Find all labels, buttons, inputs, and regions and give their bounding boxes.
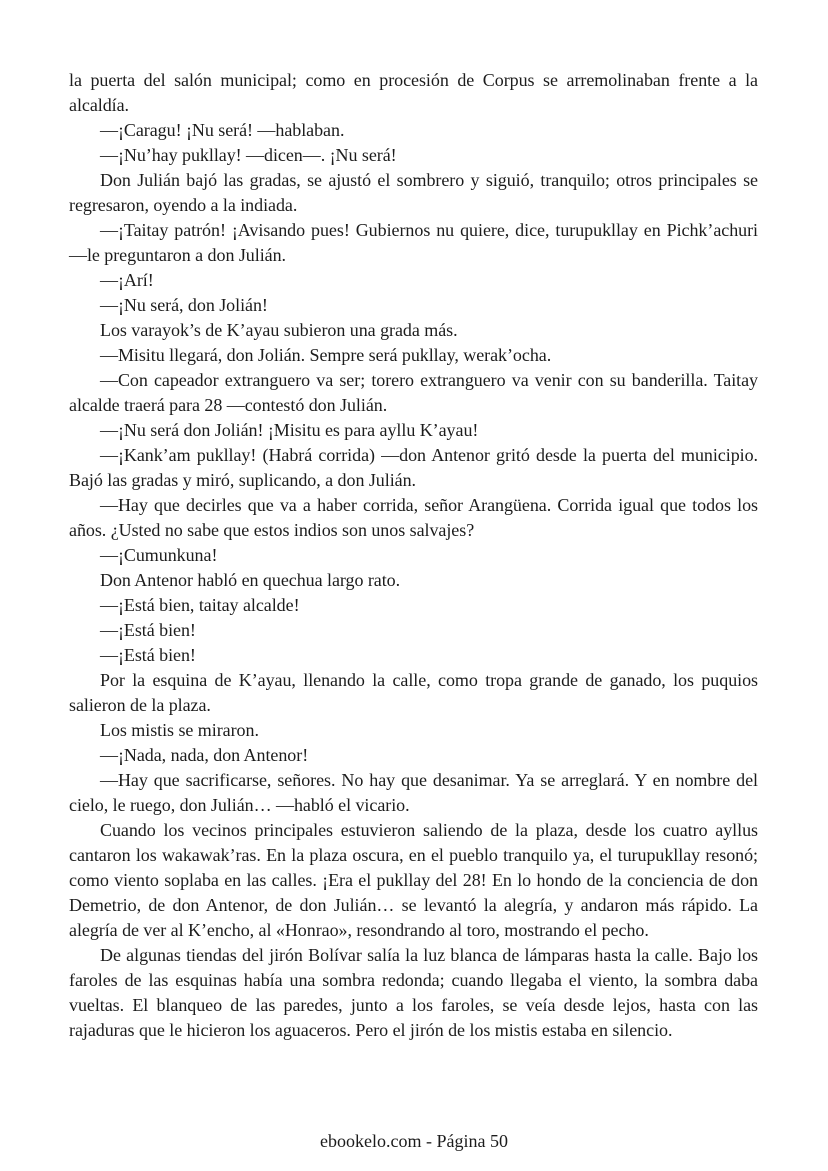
paragraph: —Hay que sacrificarse, señores. No hay que desanimar. Ya se arreglará. Y en nombre del cielo, le ruego, don Julián… —habló el vicario.: [69, 770, 758, 815]
page-footer: ebookelo.com - Página 50: [320, 1131, 508, 1151]
paragraph: —¡Nu será, don Jolián!: [100, 295, 268, 315]
paragraph: —¡Caragu! ¡Nu será! —hablaban.: [100, 120, 345, 140]
paragraph: De algunas tiendas del jirón Bolívar salía la luz blanca de lámparas hasta la calle. Bajo los faroles de las esquinas había una sombra redonda; cuando llegaba el viento, la sombra daba vueltas. El blanqueo de las paredes, junto a los faroles, se veía desde lejos, hasta con las rajaduras que le hicieron los aguaceros. Pero el jirón de los mistis estaba en silencio.: [69, 945, 758, 1040]
paragraph: —¡Kank’am pukllay! (Habrá corrida) —don Antenor gritó desde la puerta del municipio. Bajó las gradas y miró, suplicando, a don Julián.: [69, 445, 758, 490]
paragraph: Cuando los vecinos principales estuvieron saliendo de la plaza, desde los cuatro ayllus cantaron los wakawak’ras. En la plaza oscura, en el pueblo tranquilo ya, el turupukllay resonó; como viento soplaba en las calles. ¡Era el pukllay del 28! En lo hondo de la conciencia de don Demetrio, de don Antenor, de don Julián… se levantó la alegría, y andaron más rápido. La alegría de ver al K’encho, al «Honrao», resondrando al toro, mostrando el pecho.: [69, 820, 758, 940]
paragraph-continued: la puerta del salón municipal; como en procesión de Corpus se arremolinaban frente a la alcaldía.: [69, 70, 758, 115]
paragraph: —¡Está bien!: [100, 645, 196, 665]
paragraph: Los varayok’s de K’ayau subieron una grada más.: [100, 320, 458, 340]
paragraph: —¡Nu’hay pukllay! —dicen—. ¡Nu será!: [100, 145, 397, 165]
paragraph: —¡Cumunkuna!: [100, 545, 218, 565]
paragraph: —Hay que decirles que va a haber corrida, señor Arangüena. Corrida igual que todos los años. ¿Usted no sabe que estos indios son unos salvajes?: [69, 495, 758, 540]
paragraph: —Misitu llegará, don Jolián. Sempre será pukllay, werak’ocha.: [100, 345, 552, 365]
paragraph: —¡Nu será don Jolián! ¡Misitu es para ayllu K’ayau!: [100, 420, 479, 440]
paragraph: Don Julián bajó las gradas, se ajustó el sombrero y siguió, tranquilo; otros principales se regresaron, oyendo a la indiada.: [69, 170, 758, 215]
paragraph: Por la esquina de K’ayau, llenando la calle, como tropa grande de ganado, los puquios salieron de la plaza.: [69, 670, 758, 715]
paragraph: —¡Nada, nada, don Antenor!: [100, 745, 309, 765]
paragraph: —¡Taitay patrón! ¡Avisando pues! Gubiernos nu quiere, dice, turupukllay en Pichk’achuri —le preguntaron a don Julián.: [69, 220, 758, 265]
paragraph: —¡Está bien, taitay alcalde!: [100, 595, 300, 615]
page-body: [69, 68, 758, 1043]
paragraph: —¡Arí!: [100, 270, 154, 290]
paragraph: Don Antenor habló en quechua largo rato.: [100, 570, 401, 590]
paragraph: —Con capeador extranguero va ser; torero extranguero va venir con su banderilla. Taitay alcalde traerá para 28 —contestó don Julián.: [69, 370, 758, 415]
paragraph: Los mistis se miraron.: [100, 720, 259, 740]
paragraph: —¡Está bien!: [100, 620, 196, 640]
